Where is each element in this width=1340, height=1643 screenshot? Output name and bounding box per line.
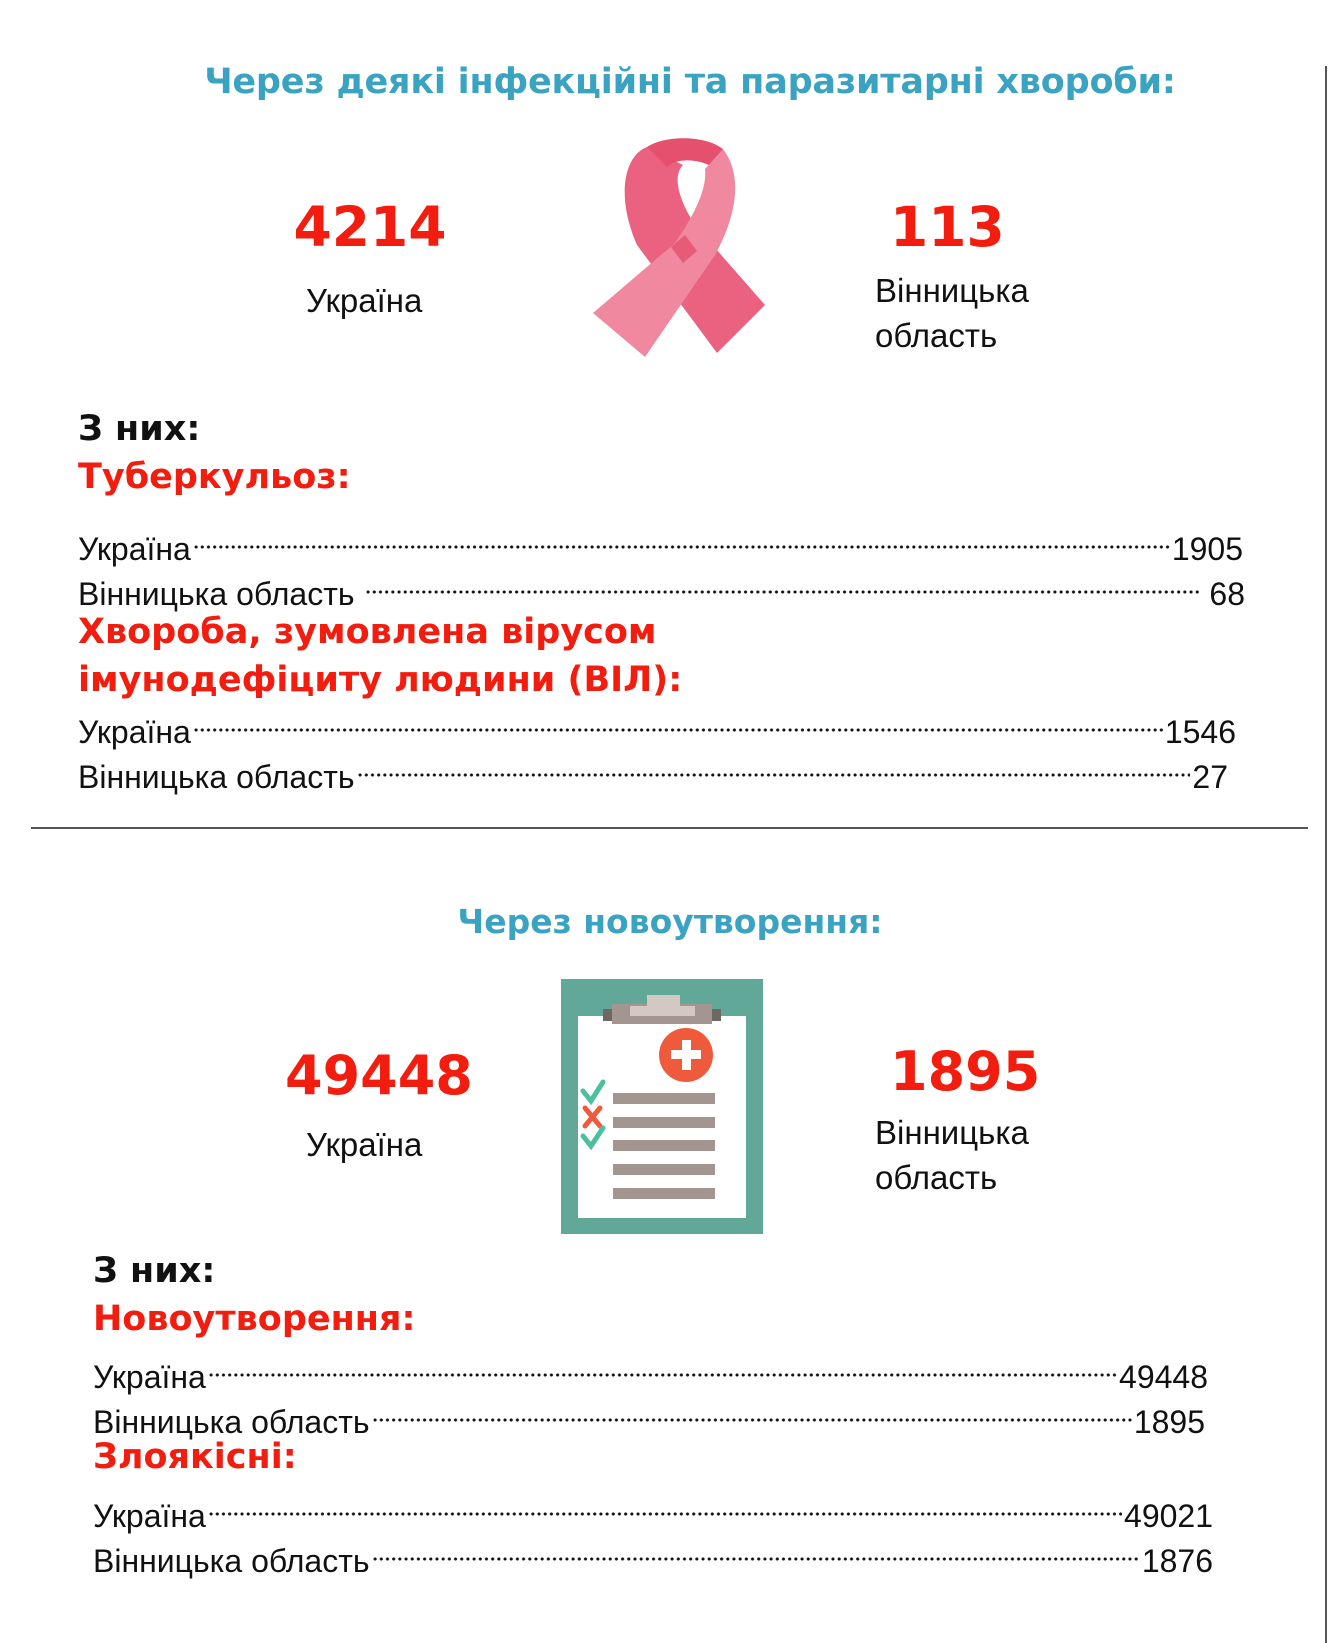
category-title-hiv-line2: імунодефіциту людини (ВІЛ):	[78, 660, 683, 700]
vinnytsia-label-line2: область	[875, 1159, 998, 1196]
vinnytsia-label-line1: Вінницька	[875, 272, 1029, 309]
page-border-right	[1325, 66, 1327, 1643]
dot-leader	[365, 560, 1200, 605]
section-title-infectious: Через деякі інфекційні та паразитарні хвороби:	[204, 62, 1176, 102]
row-hiv-vinnytsia	[78, 743, 1228, 800]
category-title-tuberculosis: Туберкульоз:	[78, 457, 351, 497]
row-label: Вінницька область	[78, 759, 355, 795]
vinnytsia-total-neoplasms: 1895	[890, 1040, 1041, 1103]
vinnytsia-label-line1: Вінницька	[875, 1114, 1029, 1151]
of-them-label: З них:	[78, 409, 201, 449]
medical-clipboard-icon	[561, 979, 763, 1234]
dot-leader	[357, 743, 1191, 788]
section-divider	[31, 827, 1308, 829]
vinnytsia-total-infectious: 113	[890, 195, 1005, 259]
dot-leader	[372, 1388, 1132, 1433]
row-label: Вінницька область	[93, 1543, 370, 1579]
dot-leader	[193, 515, 1170, 560]
category-title-neoplasms: Новоутворення:	[93, 1299, 416, 1339]
row-malignant-vinnytsia	[93, 1527, 1213, 1584]
vinnytsia-label-line2: область	[875, 317, 998, 354]
row-label: Україна	[78, 531, 191, 567]
row-label: Україна	[93, 1498, 206, 1534]
of-them-label: З них:	[93, 1251, 216, 1291]
dot-leader	[208, 1343, 1117, 1388]
row-value: 68	[1209, 576, 1245, 612]
dot-leader	[372, 1527, 1140, 1572]
row-label: Україна	[93, 1359, 206, 1395]
category-title-hiv-line1: Хвороба, зумовлена вірусом	[78, 612, 657, 652]
row-value: 49448	[1119, 1359, 1208, 1395]
row-value: 49021	[1124, 1498, 1213, 1534]
row-label: Вінницька область	[93, 1404, 370, 1440]
dot-leader	[208, 1482, 1122, 1527]
row-value: 1876	[1141, 1543, 1213, 1579]
row-label: Україна	[78, 714, 191, 750]
ukraine-label: Україна	[306, 1126, 423, 1163]
dot-leader	[193, 698, 1163, 743]
ukraine-total-neoplasms: 49448	[285, 1044, 473, 1107]
ukraine-label: Україна	[306, 282, 423, 319]
awareness-ribbon-icon	[585, 135, 775, 365]
row-value: 1546	[1164, 714, 1236, 750]
section-title-neoplasms: Через новоутворення:	[457, 902, 883, 941]
ukraine-total-infectious: 4214	[293, 195, 447, 259]
row-value: 1905	[1171, 531, 1243, 567]
row-label: Вінницька область	[78, 576, 355, 612]
category-title-malignant: Злоякісні:	[93, 1437, 297, 1477]
row-value: 27	[1192, 759, 1228, 795]
row-value: 1895	[1133, 1404, 1205, 1440]
